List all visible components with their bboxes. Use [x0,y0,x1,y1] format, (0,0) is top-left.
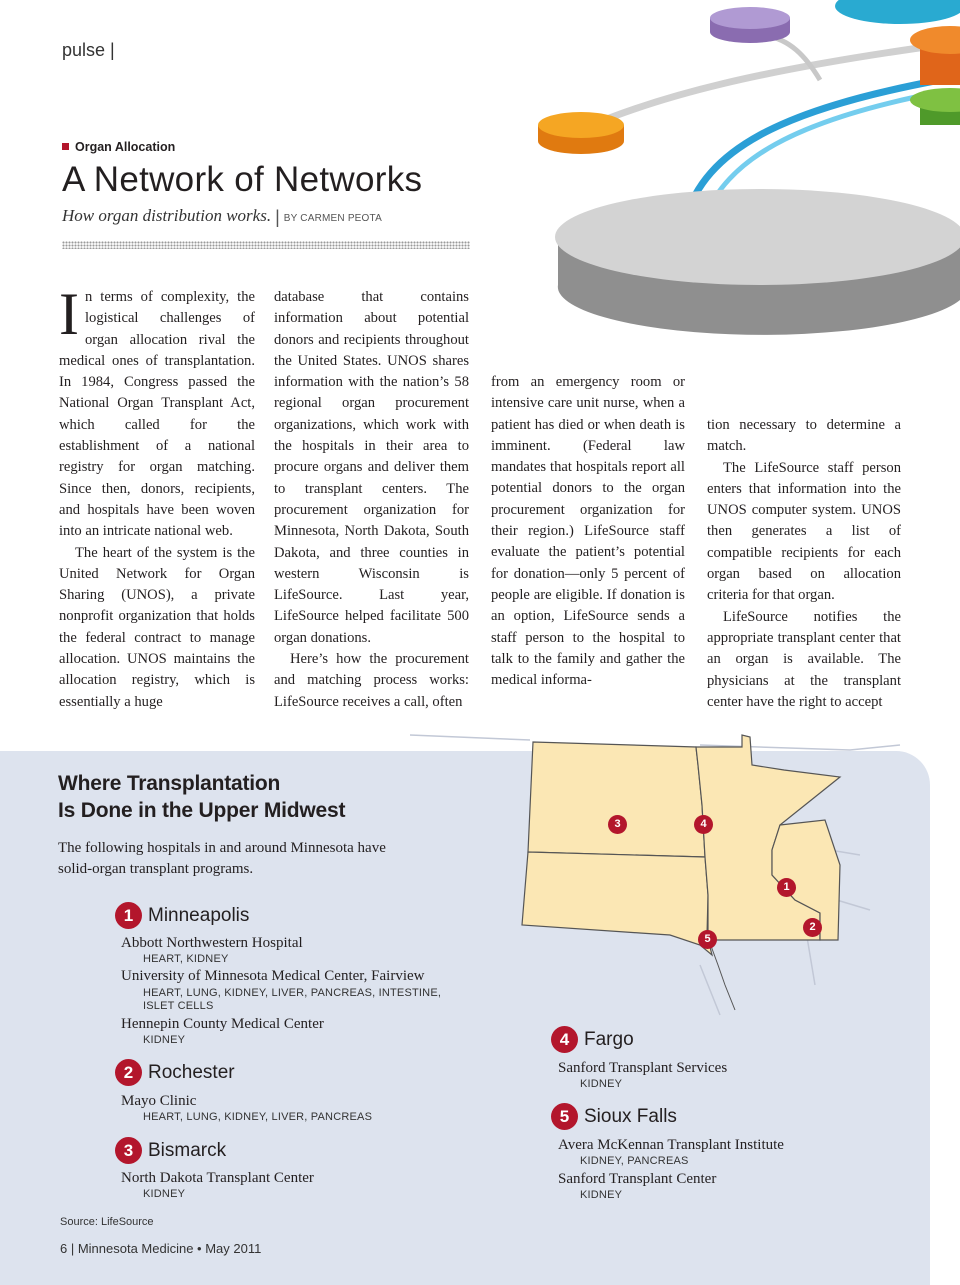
city-heading [115,1137,226,1164]
hospital-name: Sanford Transplant Center [558,1171,717,1187]
section-label: pulse | [62,40,115,60]
city-number-badge: 5 [551,1103,578,1130]
article-column-4 [707,415,901,713]
article-subtitle [62,206,382,228]
organ-list: HEART, LUNG, KIDNEY, LIVER, PANCREAS [143,1111,373,1123]
source-note: Source: LifeSource [60,1216,154,1228]
paragraph: from an emergency room or intensive care unit nurse, when a patient has died or when death is imminent. (Federal law mandates that hospitals report all potential donors to the organ procurement organization for their region.) LifeSource staff evaluate the patient’s potential for donation—only 5 percent of people are eligible. If donation is an option, LifeSource sends a staff person to the hospital to talk to the family and gather the medical informa- [491,374,685,689]
byline-separator: | [275,207,280,227]
map-marker-sioux-falls: 5 [698,930,717,949]
organ-list: HEART, KIDNEY [143,953,229,965]
upper-midwest-map [400,725,930,1025]
drop-cap: I [59,281,79,347]
article-title: A Network of Networks [62,160,423,199]
map-marker-minneapolis: 1 [777,878,796,897]
panel-title-line1: Where Transplantation [58,772,281,795]
city-number-badge: 2 [115,1059,142,1086]
subtitle-text: How organ distribution works. [62,206,272,225]
hospital-name: Sanford Transplant Services [558,1060,728,1076]
paragraph: Here’s how the procurement and matching process works: LifeSource receives a call, often [274,651,469,710]
paragraph: database that contains information about potential donors and recipients throughout the United States. UNOS shares information with the nation’s 58 regional organ procurement organizations, which work with the hospitals in their area to procure organs and deliver them to transplant centers. The procurement organization for Minnesota, North Dakota, South Dakota, and three counties in western Wisconsin is LifeSource. Last year, LifeSource helped facilitate 500 organ donations. [274,289,469,646]
city-heading [115,1059,235,1086]
hospital-name: Abbott Northwestern Hospital [121,935,303,951]
paragraph: tion necessary to determine a match. [707,417,901,455]
dotted-rule [62,241,470,249]
article-kicker [62,140,175,154]
city-heading [551,1103,677,1130]
city-name: Rochester [148,1061,235,1083]
city-heading [551,1026,634,1053]
hospital-name: Avera McKennan Transplant Institute [558,1137,784,1153]
page-footer: 6 | Minnesota Medicine • May 2011 [60,1241,262,1256]
organ-list: KIDNEY [143,1188,186,1200]
paragraph: The LifeSource staff person enters that information into the UNOS computer system. UNOS then generates a list of compatible recipients for each organ based on allocation criteria for that organ. [707,459,901,604]
city-name: Bismarck [148,1139,227,1161]
organ-list: KIDNEY [580,1189,623,1201]
hospital-name: North Dakota Transplant Center [121,1170,314,1186]
kicker-text: Organ Allocation [75,140,176,154]
map-marker-rochester: 2 [803,918,822,937]
organ-list: KIDNEY [580,1078,623,1090]
city-heading [115,902,249,929]
city-number-badge: 1 [115,902,142,929]
article-column-1 [59,281,255,713]
panel-intro: The following hospitals in and around Minnesota have solid-organ transplant programs. [58,840,386,877]
map-marker-bismarck: 3 [608,815,627,834]
panel-title-line2: Is Done in the Upper Midwest [58,799,346,822]
hospital-name: Hennepin County Medical Center [121,1016,324,1032]
city-name: Sioux Falls [584,1105,677,1127]
organ-list: KIDNEY, PANCREAS [580,1155,689,1167]
paragraph: LifeSource notifies the appropriate transplant center that an organ is available. The physicians at the transplant center have the right to accept [707,608,901,710]
map-marker-fargo: 4 [694,815,713,834]
city-name: Fargo [584,1028,634,1050]
panel-title [58,770,345,824]
article-column-2 [274,287,469,713]
article-column-3 [491,372,685,691]
paragraph: The heart of the system is the United Network for Organ Sharing (UNOS), a private nonprofit organization that holds the federal contract to manage allocation. UNOS maintains the allocation registry, which is essentially a huge [59,544,255,710]
hospital-name: Mayo Clinic [121,1093,197,1109]
organ-list: KIDNEY [143,1034,186,1046]
kicker-square-icon [62,143,69,150]
city-name: Minneapolis [148,904,250,926]
network-illustration [520,0,960,370]
paragraph: n terms of complexity, the logistical challenges of organ allocation rival the medical ones of transplantation. In 1984, Congress passed the National Organ Transplant Act, which called for the establishment of a national registry for organ matching. Since then, donors, recipients, and hospitals have been woven into an intricate national web. [59,289,255,540]
city-number-badge: 4 [551,1026,578,1053]
city-number-badge: 3 [115,1137,142,1164]
byline: BY CARMEN PEOTA [283,213,382,224]
organ-list: HEART, LUNG, KIDNEY, LIVER, PANCREAS, INTESTINE, ISLET CELLS [143,987,442,1012]
hospital-name: University of Minnesota Medical Center, Fairview [121,968,425,984]
